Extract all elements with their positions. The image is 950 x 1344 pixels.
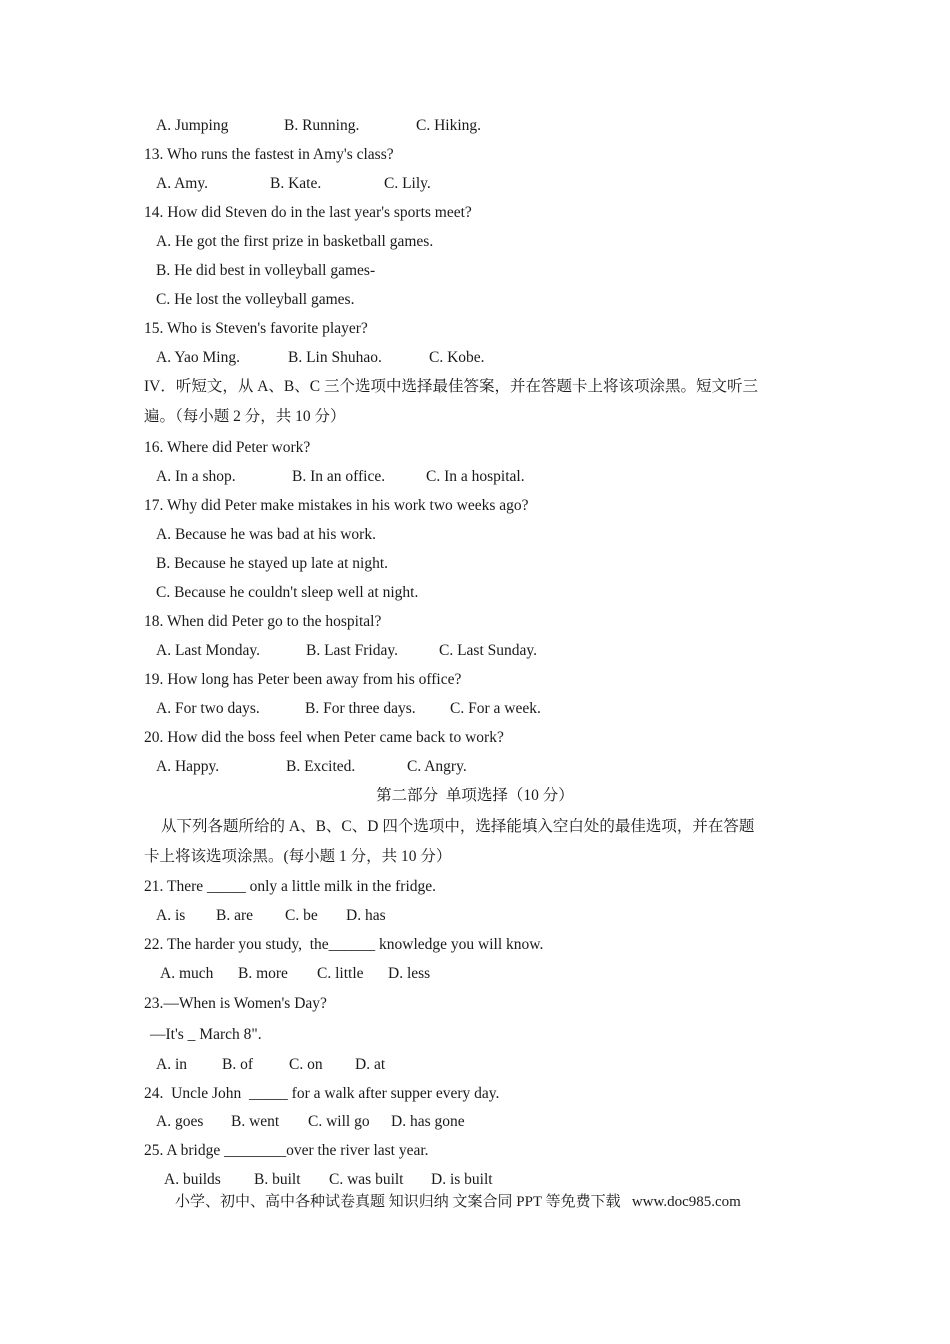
- q12-option-b: B. Running.: [284, 117, 360, 134]
- q23-option-d: D. at: [355, 1056, 386, 1073]
- q17-stem: 17. Why did Peter make mistakes in his work two weeks ago?: [144, 497, 529, 514]
- q19-option-c: C. For a week.: [450, 700, 541, 717]
- q21-option-a: A. is: [156, 907, 186, 924]
- section4-instruction-line1: IV．听短文，从 A、B、C 三个选项中选择最佳答案，并在答题卡上将该项涂黑。短文听三: [144, 378, 758, 395]
- q14-stem: 14. How did Steven do in the last year's sports meet?: [144, 204, 472, 221]
- q23-answer-line: —It's _ March 8".: [150, 1026, 262, 1043]
- q17-option-b: B. Because he stayed up late at night.: [156, 555, 389, 572]
- q19-option-a: A. For two days.: [156, 700, 260, 717]
- q12-option-c: C. Hiking.: [416, 117, 482, 134]
- q16-stem: 16. Where did Peter work?: [144, 439, 311, 456]
- part2-instruction-line1: 从下列各题所给的 A、B、C、D 四个选项中，选择能填入空白处的最佳选项，并在答题: [161, 818, 755, 835]
- q21-option-c: C. be: [285, 907, 318, 924]
- part2-heading: 第二部分 单项选择（10 分）: [376, 787, 574, 804]
- q12-option-a: A. Jumping: [156, 117, 229, 134]
- q16-option-c: C. In a hospital.: [426, 468, 525, 485]
- q20-option-b: B. Excited.: [286, 758, 356, 775]
- section4-instruction-line2: 遍。（每小题 2 分，共 10 分）: [144, 408, 346, 425]
- q15-stem: 15. Who is Steven's favorite player?: [144, 320, 368, 337]
- q18-option-b: B. Last Friday.: [306, 642, 398, 659]
- q20-option-c: C. Angry.: [407, 758, 467, 775]
- q25-option-c: C. was built: [329, 1171, 404, 1188]
- q22-stem: 22. The harder you study, the______ knowledge you will know.: [144, 936, 544, 953]
- q18-stem: 18. When did Peter go to the hospital?: [144, 613, 382, 630]
- q16-option-b: B. In an office.: [292, 468, 386, 485]
- q22-option-a: A. much: [160, 965, 214, 982]
- q22-option-d: D. less: [388, 965, 431, 982]
- q20-stem: 20. How did the boss feel when Peter came back to work?: [144, 729, 504, 746]
- q21-option-b: B. are: [216, 907, 254, 924]
- q14-option-b: B. He did best in volleyball games-: [156, 262, 376, 279]
- q25-option-d: D. is built: [431, 1171, 493, 1188]
- q25-option-b: B. built: [254, 1171, 301, 1188]
- q17-option-c: C. Because he couldn't sleep well at night.: [156, 584, 419, 601]
- q24-stem: 24. Uncle John _____ for a walk after supper every day.: [144, 1085, 500, 1102]
- q24-option-d: D. has gone: [391, 1113, 465, 1130]
- part2-instruction-line2: 卡上将该选项涂黑。(每小题 1 分，共 10 分）: [144, 848, 452, 865]
- q13-stem: 13. Who runs the fastest in Amy's class?: [144, 146, 394, 163]
- q16-option-a: A. In a shop.: [156, 468, 236, 485]
- q25-option-a: A. builds: [164, 1171, 221, 1188]
- q21-option-d: D. has: [346, 907, 386, 924]
- q23-option-c: C. on: [289, 1056, 323, 1073]
- q24-option-c: C. will go: [308, 1113, 370, 1130]
- q13-option-c: C. Lily.: [384, 175, 431, 192]
- q22-option-b: B. more: [238, 965, 288, 982]
- q23-option-b: B. of: [222, 1056, 253, 1073]
- footer-text: 小学、初中、高中各种试卷真题 知识归纳 文案合同 PPT 等免费下载 www.doc985.com: [175, 1194, 741, 1210]
- q15-option-c: C. Kobe.: [429, 349, 485, 366]
- q24-option-b: B. went: [231, 1113, 280, 1130]
- q14-option-a: A. He got the first prize in basketball games.: [156, 233, 434, 250]
- q14-option-c: C. He lost the volleyball games.: [156, 291, 355, 308]
- q18-option-a: A. Last Monday.: [156, 642, 261, 659]
- q24-option-a: A. goes: [156, 1113, 204, 1130]
- q20-option-a: A. Happy.: [156, 758, 220, 775]
- q25-stem: 25. A bridge ________over the river last year.: [144, 1142, 429, 1159]
- q13-option-b: B. Kate.: [270, 175, 322, 192]
- q19-option-b: B. For three days.: [305, 700, 416, 717]
- q15-option-a: A. Yao Ming.: [156, 349, 240, 366]
- q13-option-a: A. Amy.: [156, 175, 208, 192]
- q23-option-a: A. in: [156, 1056, 187, 1073]
- q21-stem: 21. There _____ only a little milk in the fridge.: [144, 878, 437, 895]
- q15-option-b: B. Lin Shuhao.: [288, 349, 382, 366]
- q22-option-c: C. little: [317, 965, 364, 982]
- q18-option-c: C. Last Sunday.: [439, 642, 538, 659]
- q19-stem: 19. How long has Peter been away from his office?: [144, 671, 462, 688]
- q23-stem: 23.—When is Women's Day?: [144, 995, 327, 1012]
- q17-option-a: A. Because he was bad at his work.: [156, 526, 376, 543]
